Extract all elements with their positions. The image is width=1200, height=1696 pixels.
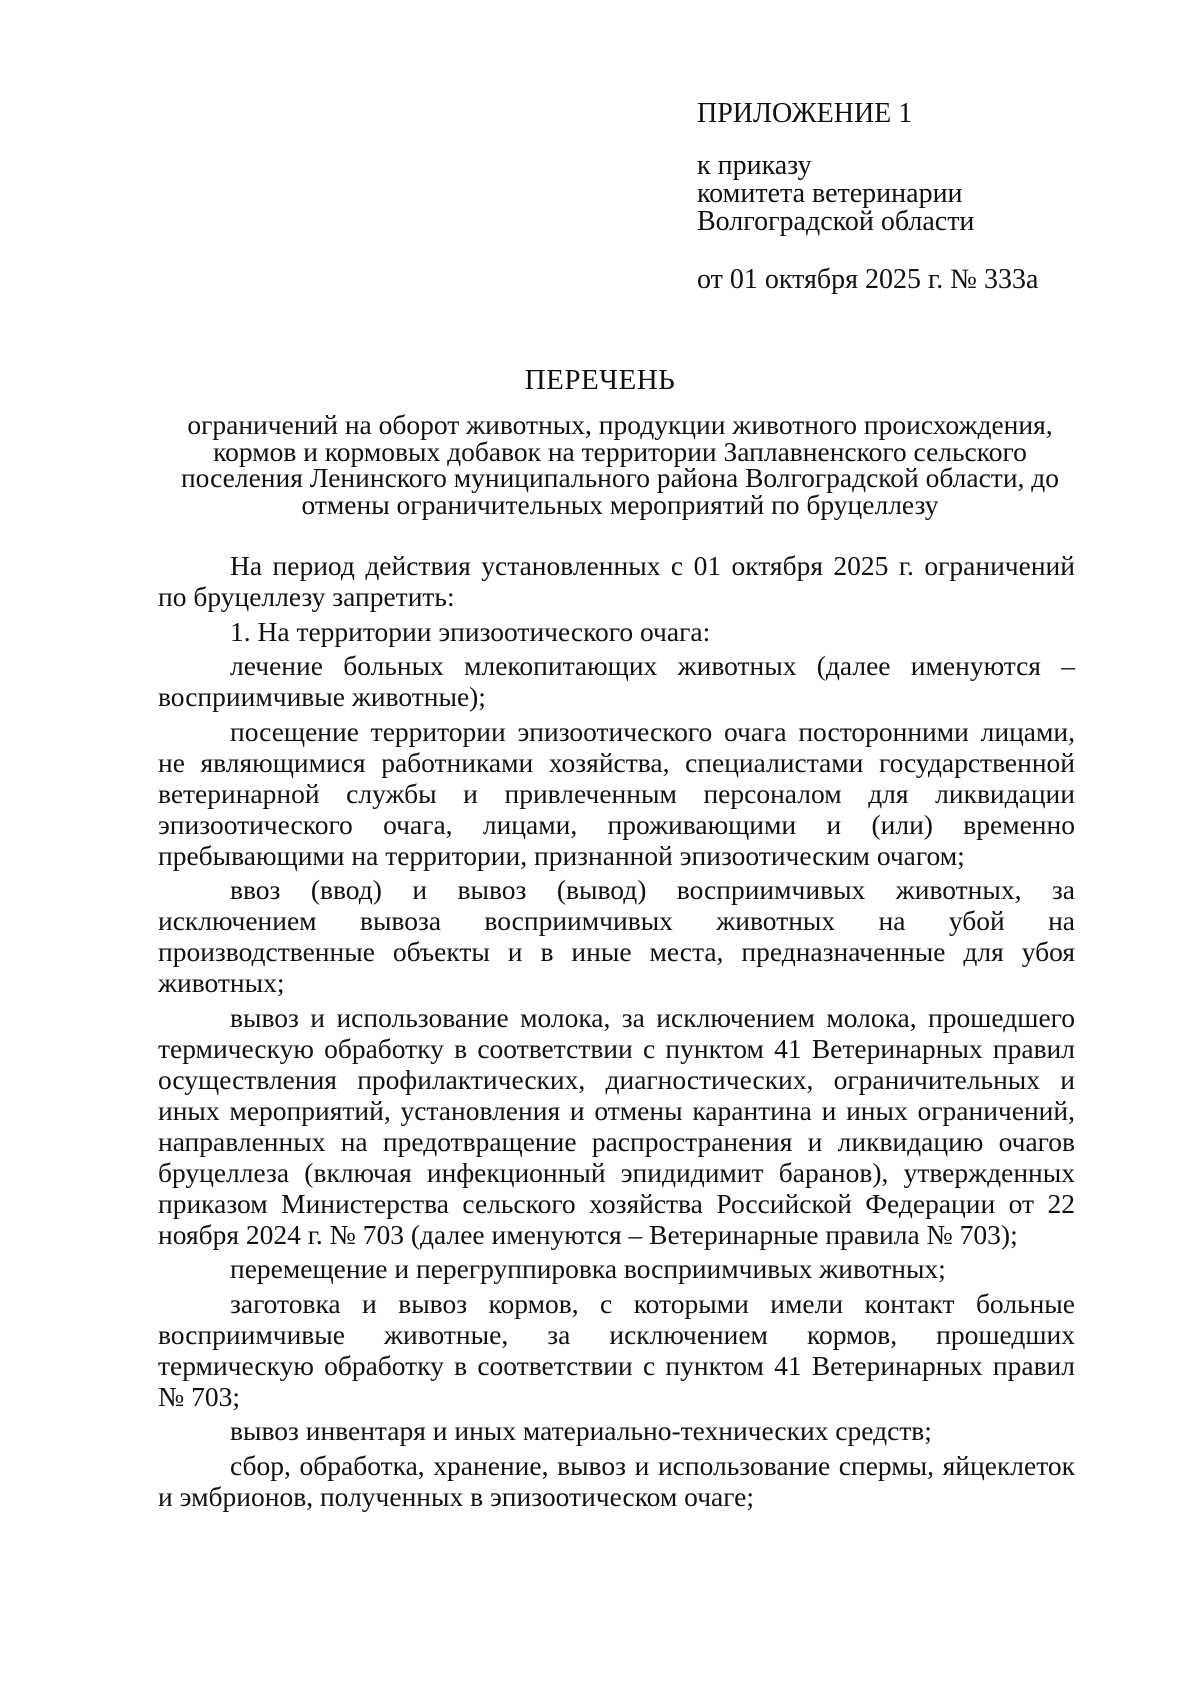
intro-paragraph: На период действия установленных с 01 октября 2025 г. ограничений по бруцеллезу запретить: bbox=[158, 550, 1075, 612]
subtitle-line: кормов и кормовых добавок на территории Заплавненского сельского bbox=[213, 435, 1027, 467]
appendix-reference-line-1: к приказу bbox=[697, 150, 812, 181]
restriction-item: ввоз (ввод) и вывоз (вывод) восприимчивых животных, за исключением вывоза восприимчивых животных на убой на производственные объекты и в иные места, предназначенные для убоя животных; bbox=[158, 874, 1075, 998]
subtitle-line: поселения Ленинского муниципального района Волгоградской области, до bbox=[180, 462, 1060, 493]
appendix-block bbox=[697, 100, 1117, 294]
restriction-item: посещение территории эпизоотического очага посторонними лицами, не являющимися работниками хозяйства, специалистами государственной ветеринарной службы и привлеченным персоналом для ликвидации эпизоотического очага, лицами, проживающими и (или) временно пребывающими на территории, признанной эпизоотическим очагом; bbox=[158, 715, 1075, 871]
appendix-title: ПРИЛОЖЕНИЕ 1 bbox=[697, 98, 913, 129]
restriction-item: вывоз и использование молока, за исключением молока, прошедшего термическую обработку в соответствии с пунктом 41 Ветеринарных правил осуществления профилактических, диагностических, ограничительных и иных мероприятий, установления и отмены карантина и иных ограничений, направленных на предотвращение распространения и ликвидацию очагов бруцеллеза (включая инфекционный эпидидимит баранов), утвержденных приказом Министерства сельского хозяйства Российской Федерации от 22 ноября 2024 г. № 703 (далее именуются – Ветеринарные правила № 703); bbox=[158, 1001, 1075, 1250]
section-heading: 1. На территории эпизоотического очага: bbox=[230, 615, 711, 647]
appendix-reference-line-2: комитета ветеринарии bbox=[697, 178, 963, 209]
restriction-item: перемещение и перегруппировка восприимчивых животных; bbox=[230, 1253, 946, 1284]
subtitle-line: ограничений на оборот животных, продукции животного происхождения, bbox=[187, 409, 1053, 440]
document-body bbox=[158, 550, 1075, 1515]
appendix-reference-line-3: Волгоградской области bbox=[697, 206, 975, 237]
subtitle-line: отмены ограничительных мероприятий по бруцеллезу bbox=[301, 488, 939, 520]
restriction-item: сбор, обработка, хранение, вывоз и использование спермы, яйцеклеток и эмбрионов, полученных в эпизоотическом очаге; bbox=[158, 1449, 1075, 1512]
appendix-date-number: от 01 октября 2025 г. № 333а bbox=[697, 264, 1039, 295]
restriction-item: лечение больных млекопитающих животных (далее именуются – восприимчивые животные); bbox=[158, 650, 1075, 712]
document-subtitle bbox=[158, 409, 1082, 520]
restriction-item: заготовка и вывоз кормов, с которыми имели контакт больные восприимчивые животные, за исключением кормов, прошедших термическую обработку в соответствии с пунктом 41 Ветеринарных правил № 703; bbox=[158, 1287, 1075, 1412]
document-title: ПЕРЕЧЕНЬ bbox=[524, 364, 676, 396]
restriction-item: вывоз инвентаря и иных материально-технических средств; bbox=[230, 1415, 932, 1446]
